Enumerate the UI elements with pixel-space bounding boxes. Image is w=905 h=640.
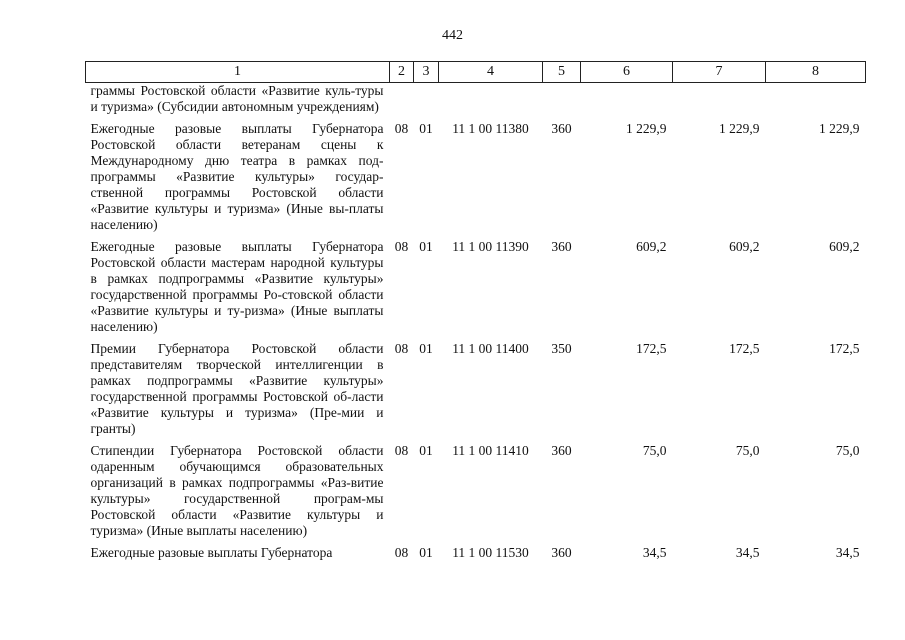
table-row xyxy=(86,239,866,335)
row-subsection xyxy=(414,83,439,116)
row-expense-type: 360 xyxy=(551,545,572,560)
row-target-article: 11 1 00 11530 xyxy=(452,545,529,560)
row-amount-1: 609,2 xyxy=(636,239,667,254)
row-expense-type xyxy=(543,83,581,116)
row-section: 08 xyxy=(394,545,409,560)
row-expense-type: 350 xyxy=(551,341,572,356)
row-amount-1 xyxy=(581,83,673,116)
row-amount-2 xyxy=(673,83,766,116)
column-header-8: 8 xyxy=(766,62,866,83)
row-target-article: 11 1 00 11400 xyxy=(452,341,529,356)
row-amount-1: 1 229,9 xyxy=(626,121,667,136)
row-amount-3: 34,5 xyxy=(835,545,860,560)
row-amount-3: 75,0 xyxy=(835,443,860,458)
row-section: 08 xyxy=(394,121,409,136)
table-row xyxy=(86,83,866,116)
row-description: Ежегодные разовые выплаты Губернатора Ростовской области ветеранам сцены к Международному дню театра в рамках под-программы «Развитие культуры» государ-ственной программы Ростовской области «Развитие культуры и туризма» (Иные вы-платы населению) xyxy=(90,121,384,232)
row-subsection: 01 xyxy=(419,121,433,136)
row-amount-2: 172,5 xyxy=(729,341,760,356)
row-expense-type: 360 xyxy=(551,239,572,254)
row-target-article xyxy=(439,83,543,116)
budget-table xyxy=(85,61,866,561)
row-target-article: 11 1 00 11410 xyxy=(452,443,529,458)
column-header-2: 2 xyxy=(390,62,414,83)
row-amount-3 xyxy=(766,83,866,116)
row-target-article: 11 1 00 11380 xyxy=(452,121,529,136)
row-description: Премии Губернатора Ростовской области представителям творческой интеллигенции в рамках подпрограммы «Развитие культуры» государственной программы Ростовской об-ласти «Развитие культуры и туризма» (Пре-мии и гранты) xyxy=(90,341,384,436)
column-header-3: 3 xyxy=(414,62,439,83)
row-subsection: 01 xyxy=(419,341,433,356)
row-amount-1: 75,0 xyxy=(642,443,667,458)
row-expense-type: 360 xyxy=(551,121,572,136)
column-header-1: 1 xyxy=(86,62,390,83)
row-section: 08 xyxy=(394,341,409,356)
row-amount-1: 172,5 xyxy=(636,341,667,356)
row-description: граммы Ростовской области «Развитие куль-туры и туризма» (Субсидии автономным учреждениям) xyxy=(90,83,384,114)
row-subsection: 01 xyxy=(419,443,433,458)
row-section: 08 xyxy=(394,443,409,458)
row-amount-2: 1 229,9 xyxy=(719,121,760,136)
column-header-5: 5 xyxy=(543,62,581,83)
row-amount-2: 34,5 xyxy=(735,545,760,560)
row-section: 08 xyxy=(394,239,409,254)
row-description: Ежегодные разовые выплаты Губернатора xyxy=(90,545,333,560)
column-header-7: 7 xyxy=(673,62,766,83)
table-row xyxy=(86,121,866,233)
row-section xyxy=(390,83,414,116)
column-header-4: 4 xyxy=(439,62,543,83)
table-header-row xyxy=(86,62,866,83)
row-amount-2: 75,0 xyxy=(735,443,760,458)
table-row xyxy=(86,341,866,437)
row-subsection: 01 xyxy=(419,239,433,254)
row-amount-3: 172,5 xyxy=(829,341,860,356)
row-subsection: 01 xyxy=(419,545,433,560)
row-target-article: 11 1 00 11390 xyxy=(452,239,529,254)
row-description: Стипендии Губернатора Ростовской области одаренным обучающимся образовательных организаций в рамках подпрограммы «Раз-витие культуры» государственной програм-мы Ростовской области «Развитие культуры и туризма» (Иные выплаты населению) xyxy=(90,443,384,538)
row-amount-2: 609,2 xyxy=(729,239,760,254)
table-row xyxy=(86,545,866,561)
table-row xyxy=(86,443,866,539)
column-header-6: 6 xyxy=(581,62,673,83)
page-number: 442 xyxy=(442,28,463,43)
row-amount-3: 609,2 xyxy=(829,239,860,254)
row-amount-3: 1 229,9 xyxy=(819,121,860,136)
row-amount-1: 34,5 xyxy=(642,545,667,560)
row-description: Ежегодные разовые выплаты Губернатора Ростовской области мастерам народной культуры в рамках подпрограммы «Развитие культуры» государственной программы Ро-стовской области «Развитие культуры и ту-ризма» (Иные выплаты населению) xyxy=(90,239,384,334)
row-expense-type: 360 xyxy=(551,443,572,458)
